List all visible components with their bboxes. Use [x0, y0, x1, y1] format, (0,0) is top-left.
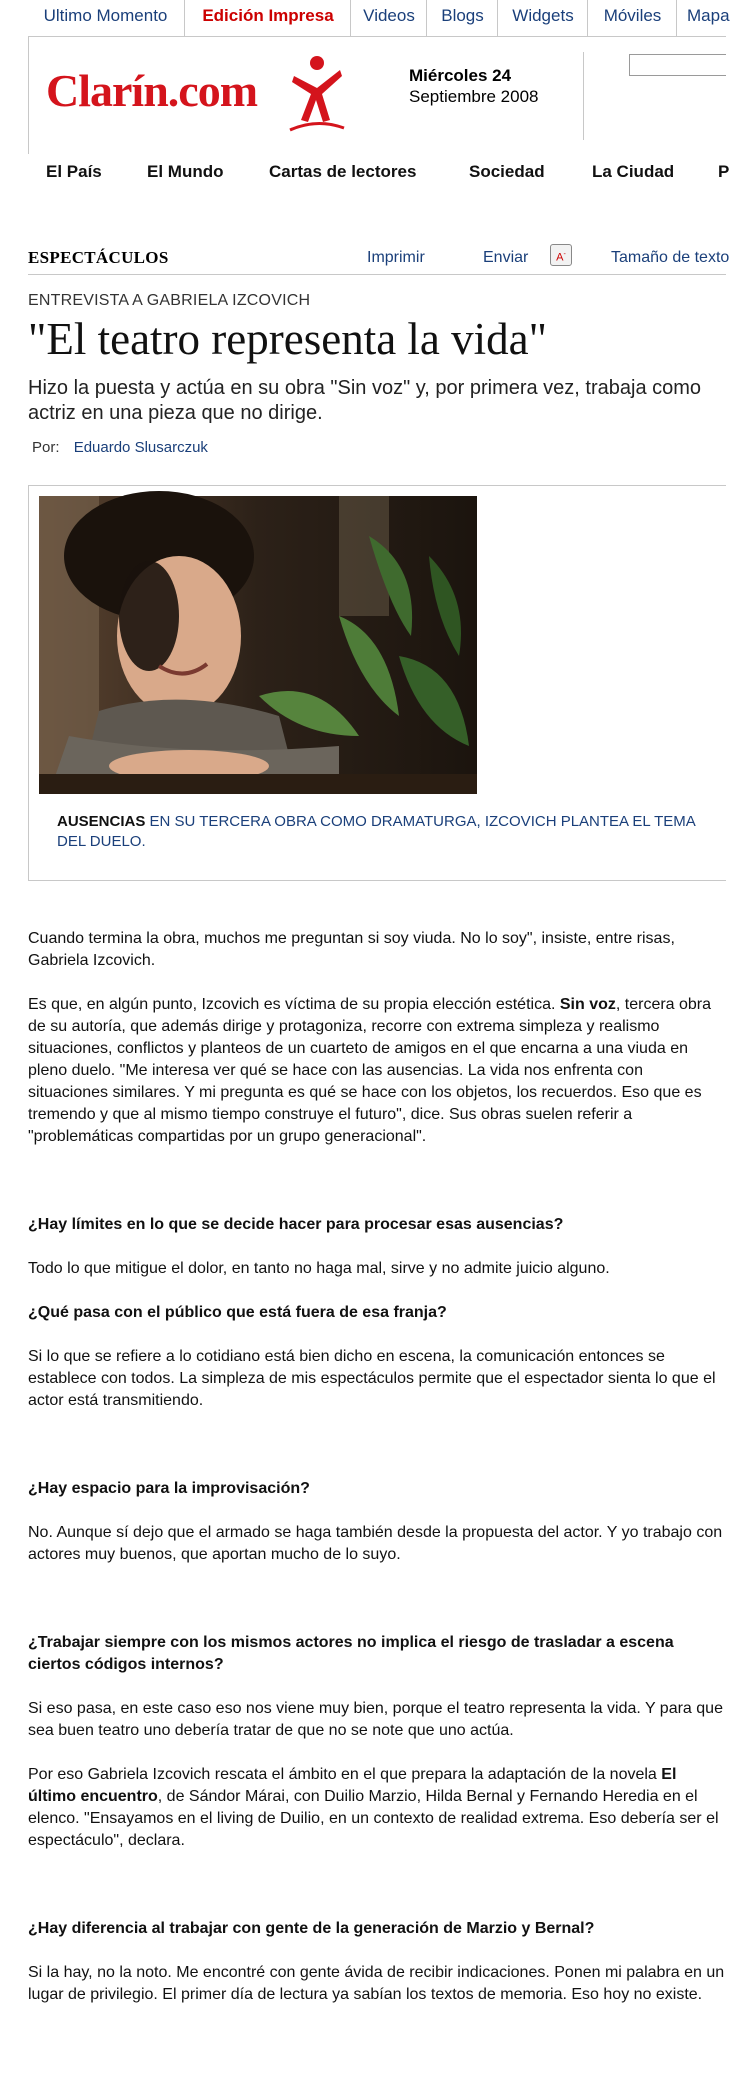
- tab-mapa[interactable]: Mapa: [676, 0, 747, 36]
- article-byline: [32, 439, 208, 456]
- interview-question: ¿Hay espacio para la improvisación?: [28, 1480, 310, 1497]
- photo-box: [28, 485, 726, 881]
- paragraph: [28, 1764, 726, 1852]
- header-divider: [583, 52, 584, 140]
- article-kicker: ENTREVISTA A GABRIELA IZCOVICH: [28, 292, 311, 309]
- paragraph-text: Por eso Gabriela Izcovich rescata el ámbito en el que prepara la adaptación de la novela: [28, 1766, 662, 1783]
- interview-answer: Todo lo que mitigue el dolor, en tanto no haga mal, sirve y no admite juicio alguno.: [28, 1260, 610, 1277]
- interview-question: ¿Qué pasa con el público que está fuera de esa franja?: [28, 1304, 447, 1321]
- section-el-mundo[interactable]: El Mundo: [147, 162, 224, 181]
- font-size-icon[interactable]: A-: [550, 244, 572, 266]
- interview-question: ¿Hay límites en lo que se decide hacer para procesar esas ausencias?: [28, 1216, 564, 1233]
- paragraph: Cuando termina la obra, muchos me preguntan si soy viuda. No lo soy", insiste, entre risas, Gabriela Izcovich.: [28, 930, 675, 969]
- send-link[interactable]: Enviar: [483, 249, 529, 266]
- article-headline: "El teatro representa la vida": [28, 314, 547, 364]
- date-day: Miércoles 24: [409, 66, 512, 85]
- header-left-rule: [28, 36, 29, 154]
- interview-question: ¿Hay diferencia al trabajar con gente de la generación de Marzio y Bernal?: [28, 1920, 595, 1937]
- caption-bold: AUSENCIAS: [57, 813, 146, 830]
- tab-blogs[interactable]: Blogs: [426, 0, 498, 36]
- top-nav: [28, 0, 730, 37]
- section-name: ESPECTÁCULOS: [28, 248, 169, 267]
- paragraph: [28, 994, 726, 1148]
- search-input[interactable]: [629, 54, 726, 76]
- article-body: [28, 928, 726, 2006]
- article-photo: [39, 496, 477, 794]
- text-size-link[interactable]: Tamaño de texto: [611, 249, 730, 266]
- interview-question: ¿Trabajar siempre con los mismos actores no implica el riesgo de trasladar a escena ciertos códigos internos?: [28, 1634, 674, 1673]
- date-month-year: Septiembre 2008: [409, 87, 539, 106]
- section-bar: [28, 244, 730, 275]
- tab-videos[interactable]: Videos: [350, 0, 427, 36]
- clarin-logo[interactable]: [46, 58, 356, 138]
- work-title: Sin voz: [559, 996, 616, 1013]
- logo-text: Clarín.com: [46, 65, 258, 116]
- section-la-ciudad[interactable]: La Ciudad: [592, 162, 675, 181]
- section-truncated[interactable]: P: [718, 162, 730, 181]
- logo-figure-icon: [290, 54, 344, 134]
- section-nav: [0, 158, 730, 188]
- photo-illustration: [39, 496, 477, 794]
- section-cartas-de-lectores[interactable]: Cartas de lectores: [269, 162, 417, 181]
- paragraph-text: , tercera obra de su autoría, que además dirige y protagoniza, recorre con extrema simpleza y realismo situaciones, conflictos y planteos de un cuarteto de amigos en el que encarna a una viuda en pleno duelo. "Me interesa ver qué se hace con las ausencias. La vida nos enfrenta con situaciones similares. Y mi pregunta es qué se hace con los objetos, los recuerdos. Eso que es tremendo y que al mismo tiempo construye el futuro", dice. Sus obras suelen referir a "problemáticas compartidas por un grupo generacional".: [28, 996, 712, 1145]
- print-link[interactable]: Imprimir: [367, 249, 425, 266]
- interview-answer: Si lo que se refiere a lo cotidiano está bien dicho en escena, la comunicación entonces se establece con todos. La simpleza de mis espectáculos permite que el espectador sienta lo que el actor está transmitiendo.: [28, 1348, 716, 1409]
- interview-answer: Si eso pasa, en este caso eso nos viene muy bien, porque el teatro representa la vida. Y para que sea buen teatro uno debería tratar de que no se note que uno actúa.: [28, 1700, 723, 1739]
- article-deck: Hizo la puesta y actúa en su obra "Sin voz" y, por primera vez, trabaja como actriz en una pieza que no dirige.: [28, 377, 702, 424]
- tab-moviles[interactable]: Móviles: [587, 0, 677, 36]
- byline-author[interactable]: Eduardo Slusarczuk: [73, 439, 208, 456]
- work-title: El último encuentro: [28, 1766, 677, 1805]
- paragraph-text: Es que, en algún punto, Izcovich es víctima de su propia elección estética.: [28, 996, 560, 1013]
- byline-label: Por:: [32, 439, 60, 456]
- caption-text: EN SU TERCERA OBRA COMO DRAMATURGA, IZCOVICH PLANTEA EL TEMA DEL DUELO.: [57, 813, 695, 850]
- section-el-pais[interactable]: El País: [46, 162, 102, 181]
- interview-answer: Si la hay, no la noto. Me encontré con gente ávida de recibir indicaciones. Ponen mi palabra en un lugar de privilegio. El primer día de lectura ya sabían los textos de memoria. Eso hoy no existe.: [28, 1964, 725, 2003]
- edition-date: [409, 65, 538, 107]
- photo-caption: [57, 812, 707, 852]
- section-sociedad[interactable]: Sociedad: [469, 162, 545, 181]
- paragraph-text: , de Sándor Márai, con Duilio Marzio, Hilda Bernal y Fernando Heredia en el elenco. "Ensayamos en el living de Duilio, en un contexto de realidad extrema. Eso debería ser el espectáculo", declara.: [28, 1788, 719, 1849]
- interview-answer: No. Aunque sí dejo que el armado se haga también desde la propuesta del actor. Y yo trabajo con actores muy buenos, que aportan mucho de lo suyo.: [28, 1524, 723, 1563]
- tab-ultimo-momento[interactable]: Ultimo Momento: [43, 6, 168, 25]
- tab-widgets[interactable]: Widgets: [497, 0, 588, 36]
- tab-edicion-impresa[interactable]: Edición Impresa: [184, 0, 351, 36]
